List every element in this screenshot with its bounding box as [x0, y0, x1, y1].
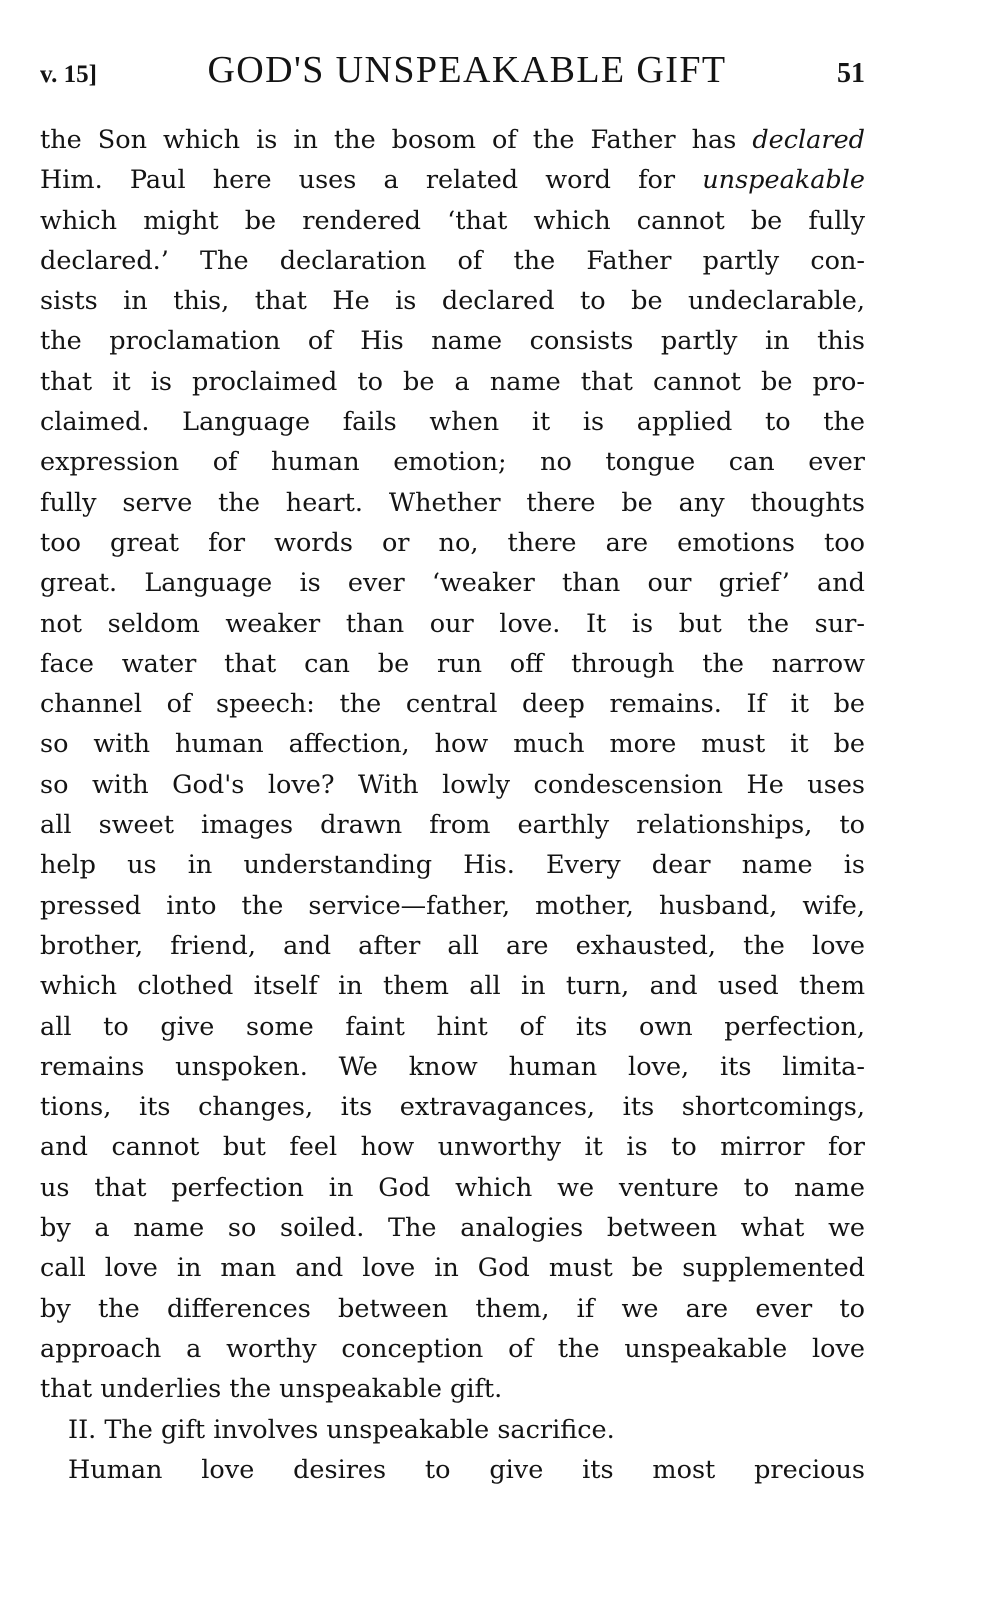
running-header: [40, 48, 865, 104]
text-line: brother, friend, and after all are exhausted, the love: [40, 930, 865, 961]
text-line: us that perfection in God which we venture to name: [40, 1172, 865, 1203]
text-line: the Son which is in the bosom of the Father has declared: [40, 125, 865, 155]
text-line: approach a worthy conception of the unspeakable love: [40, 1333, 865, 1364]
text-line: channel of speech: the central deep remains. If it be: [40, 689, 865, 720]
text-line: Him. Paul here uses a related word for unspeakable: [40, 165, 865, 196]
text-line: face water that can be run off through the narrow: [40, 648, 865, 679]
text-line: great. Language is ever ‘weaker than our grief’ and: [40, 568, 865, 599]
text-line: expression of human emotion; no tongue can ever: [40, 447, 865, 478]
text-line: sists in this, that He is declared to be undeclarable,: [40, 286, 865, 317]
text-line: fully serve the heart. Whether there be any thoughts: [40, 487, 865, 518]
page-title: GOD'S UNSPEAKABLE GIFT: [207, 49, 727, 91]
text-line: not seldom weaker than our love. It is but the sur-: [40, 608, 865, 639]
text-line: which clothed itself in them all in turn, and used them: [40, 971, 865, 1002]
text-line: and cannot but feel how unworthy it is to mirror for: [40, 1132, 865, 1163]
text-line: tions, its changes, its extravagances, its shortcomings,: [40, 1092, 865, 1123]
text-line: that underlies the unspeakable gift.: [40, 1374, 503, 1405]
text-line: all to give some faint hint of its own perfection,: [40, 1011, 865, 1042]
text-line: remains unspoken. We know human love, its limita-: [40, 1051, 865, 1082]
page-number: 51: [837, 58, 865, 89]
body-text: [40, 120, 865, 1490]
text-line: by the differences between them, if we are ever to: [40, 1293, 865, 1324]
text-line: Human love desires to give its most precious: [68, 1454, 865, 1485]
text-line: declared.’ The declaration of the Father partly con-: [40, 245, 865, 276]
text-line: all sweet images drawn from earthly relationships, to: [40, 810, 865, 841]
text-line: too great for words or no, there are emotions too: [40, 527, 865, 558]
section-heading: II. The gift involves unspeakable sacrifice.: [68, 1414, 615, 1445]
text-line: claimed. Language fails when it is applied to the: [40, 407, 865, 438]
text-line: which might be rendered ‘that which cannot be fully: [40, 205, 865, 236]
text-line: the proclamation of His name consists partly in this: [40, 326, 865, 357]
text-line: by a name so soiled. The analogies between what we: [40, 1213, 865, 1244]
verse-reference: v. 15]: [40, 61, 97, 88]
text-line: help us in understanding His. Every dear name is: [40, 850, 865, 881]
text-line: call love in man and love in God must be supplemented: [40, 1253, 865, 1284]
text-line: so with human affection, how much more must it be: [40, 729, 865, 760]
text-line: that it is proclaimed to be a name that cannot be pro-: [40, 366, 865, 397]
text-line: pressed into the service—father, mother, husband, wife,: [40, 890, 865, 921]
text-line: so with God's love? With lowly condescension He uses: [40, 769, 865, 800]
